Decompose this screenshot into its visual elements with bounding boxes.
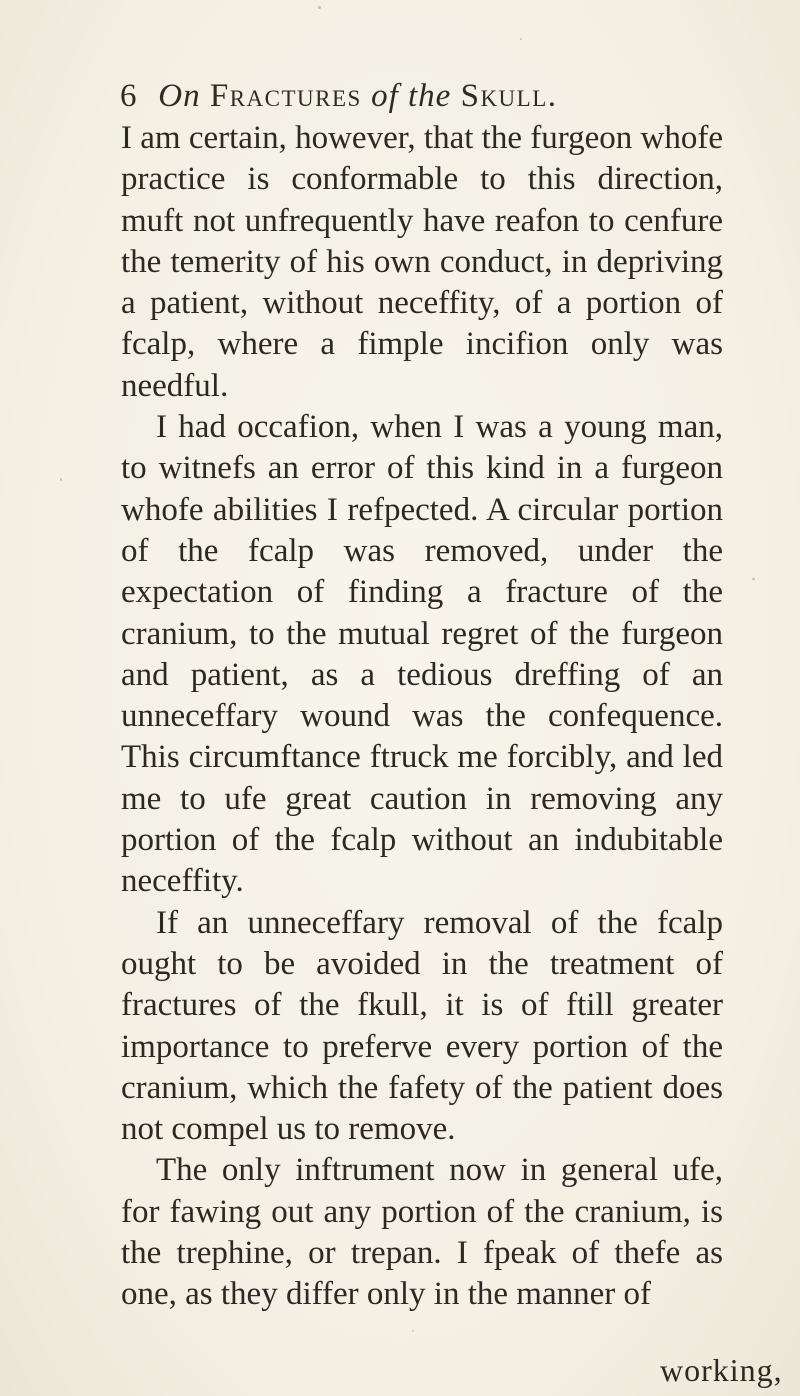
- header-word-fractures: Fractures: [209, 78, 362, 114]
- header-word-skull: Skull.: [460, 78, 558, 114]
- paragraph-1: I am certain, however, that the furgeon whofe practice is conformable to this direction, muft not unfrequently have reafon to cenfure the temerity of his own conduct, in depriving a patient, without neceffity, of a portion of fcalp, where a fimple incifion only was needful.: [121, 120, 723, 404]
- running-header: [120, 78, 730, 118]
- paragraph-3: If an unneceffary removal of the fcalp ought to be avoided in the treatment of fractures of the fkull, it is of ftill greater importance to preferve every portion of the cranium, which the fafety of the patient does not compel us to remove.: [121, 904, 723, 1148]
- paper-speck: [318, 6, 321, 9]
- paragraph-2: I had occafion, when I was a young man, to witnefs an error of this kind in a furgeon whofe abilities I refpected. A circular portion of the fcalp was removed, under the expectation of finding a fracture of the cranium, to the mutual regret of the furgeon and patient, as a tedious dreffing of an unneceffary wound was the confequence. This circumftance ftruck me forcibly, and led me to ufe great caution in removing any portion of the fcalp without an indubitable neceffity.: [121, 409, 723, 900]
- paper-speck: [412, 1330, 414, 1332]
- paper-speck: [752, 578, 755, 580]
- header-word-of: of: [371, 78, 399, 114]
- body-text: [121, 118, 723, 1316]
- header-word-the: the: [408, 78, 452, 114]
- paragraph-4: The only inftrument now in general ufe, for fawing out any portion of the cranium, is the trephine, or trepan. I fpeak of thefe as one, as they differ only in the manner of: [121, 1152, 723, 1313]
- paper-speck: [520, 38, 522, 40]
- paper-speck: [60, 478, 62, 481]
- catchword: working,: [660, 1352, 783, 1388]
- header-word-on: On: [158, 78, 201, 114]
- page-number: 6: [120, 78, 137, 114]
